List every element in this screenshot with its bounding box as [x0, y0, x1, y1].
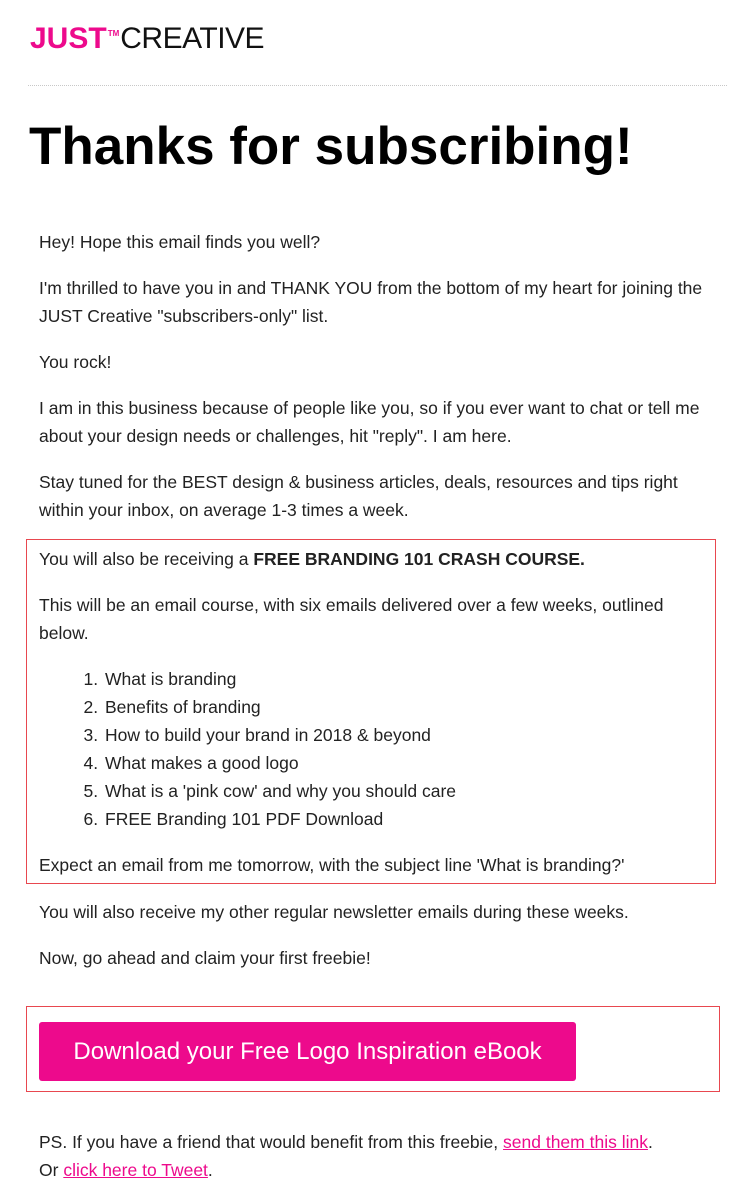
list-item: 3. How to build your brand in 2018 & beyond: [103, 721, 711, 749]
header-divider: [28, 85, 727, 86]
post-course-text: [39, 898, 719, 990]
list-item: 2. Benefits of branding: [103, 693, 711, 721]
send-link[interactable]: send them this link: [503, 1132, 648, 1152]
contact-paragraph: I am in this business because of people like you, so if you ever want to chat or tell me about your design needs or challenges, hit "reply". I am here.: [39, 398, 700, 446]
course-intro-text: You will also be receiving a: [39, 549, 254, 569]
ps-middle: .: [647, 1132, 653, 1152]
list-item: 1. What is branding: [103, 665, 711, 693]
newsletter-paragraph: You will also receive my other regular newsletter emails during these weeks.: [39, 902, 629, 922]
course-intro: [39, 545, 711, 573]
freebie-paragraph: Now, go ahead and claim your first freebie!: [39, 948, 371, 968]
list-item: 4. What makes a good logo: [103, 749, 711, 777]
course-content: [39, 545, 711, 897]
ps-note: [39, 1128, 729, 1184]
course-name: FREE BRANDING 101 CRASH COURSE.: [253, 549, 585, 569]
course-description: This will be an email course, with six emails delivered over a few weeks, outlined below.: [39, 595, 664, 643]
course-outline-list: [39, 665, 711, 833]
download-ebook-button[interactable]: Download your Free Logo Inspiration eBook: [39, 1022, 576, 1081]
ps-suffix: .: [207, 1160, 213, 1180]
tweet-link[interactable]: click here to Tweet: [63, 1160, 208, 1180]
ps-prefix: PS. If you have a friend that would benefit from this freebie,: [39, 1132, 504, 1152]
logo-just-text: JUST: [30, 22, 107, 55]
logo-creative-text: CREATIVE: [120, 22, 265, 55]
list-item: 6. FREE Branding 101 PDF Download: [103, 805, 711, 833]
page-title: Thanks for subscribing!: [29, 117, 633, 176]
list-item: 5. What is a 'pink cow' and why you should care: [103, 777, 711, 805]
stay-tuned-paragraph: Stay tuned for the BEST design & business articles, deals, resources and tips right within your inbox, on average 1-3 times a week.: [39, 472, 678, 520]
thanks-paragraph: I'm thrilled to have you in and THANK YOU from the bottom of my heart for joining the JUST Creative "subscribers-only" list.: [39, 278, 703, 326]
course-closing: Expect an email from me tomorrow, with the subject line 'What is branding?': [39, 855, 625, 875]
ps-or: Or: [39, 1160, 64, 1180]
cta-callout-box: [26, 1006, 720, 1092]
course-callout-box: [26, 539, 716, 884]
you-rock-paragraph: You rock!: [39, 352, 112, 372]
just-creative-logo[interactable]: [30, 22, 264, 56]
greeting-paragraph: Hey! Hope this email finds you well?: [39, 232, 321, 252]
logo-trademark: TM: [107, 29, 120, 38]
email-intro: [39, 228, 719, 542]
